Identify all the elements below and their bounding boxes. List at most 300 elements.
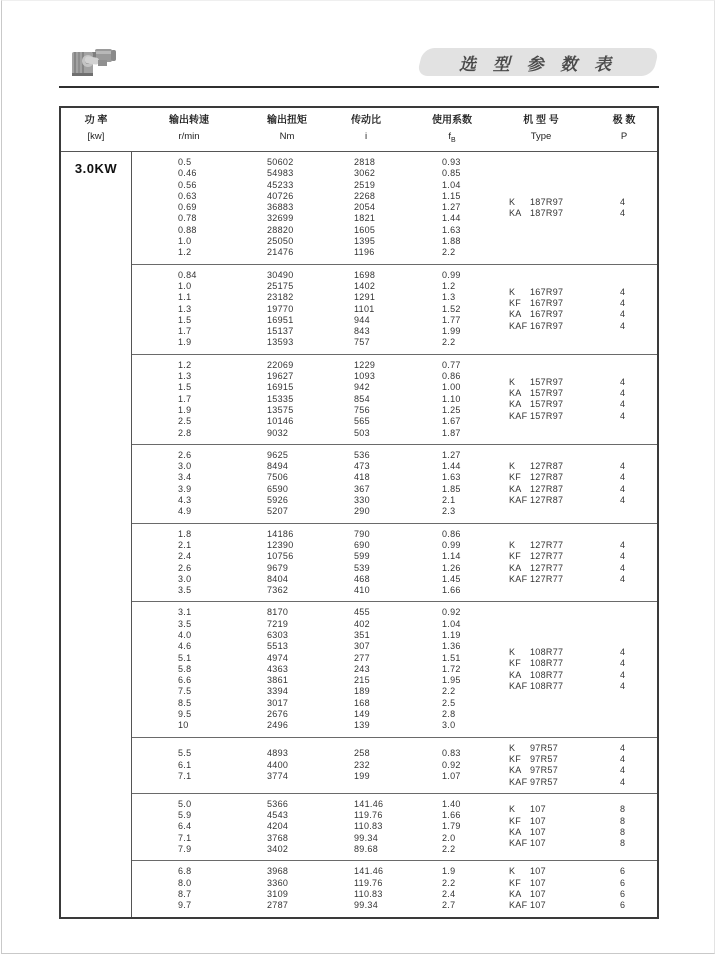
type-prefix: K — [509, 461, 516, 472]
service-factor-value: 1.66 — [442, 585, 461, 596]
service-factor-value: 0.83 — [442, 748, 461, 759]
speed-value: 3.5 — [178, 585, 192, 596]
ratio-value: 110.83 — [354, 888, 383, 899]
speed-value: 1.3 — [178, 303, 192, 314]
type-column — [509, 743, 657, 788]
torque-value: 6303 — [267, 629, 289, 640]
type-row — [509, 287, 657, 298]
poles-value: 4 — [620, 765, 626, 776]
poles-value: 4 — [620, 776, 626, 787]
type-model: 107 — [530, 827, 546, 838]
poles-value: 8 — [620, 804, 626, 815]
service-factor-value: 1.10 — [442, 393, 461, 404]
speed-value: 1.9 — [178, 404, 192, 415]
service-factor-value: 1.52 — [442, 303, 461, 314]
type-column — [509, 540, 657, 585]
poles-value: 6 — [620, 877, 626, 888]
type-prefix: KA — [509, 387, 522, 398]
speed-value: 2.5 — [178, 416, 192, 427]
ratio-value: 1605 — [354, 224, 376, 235]
parameter-block — [132, 264, 657, 354]
type-row — [509, 309, 657, 320]
ratio-value: 790 — [354, 528, 370, 539]
ratio-value: 1291 — [354, 292, 376, 303]
type-prefix: K — [509, 286, 516, 297]
speed-value: 5.9 — [178, 810, 192, 821]
torque-value: 4363 — [267, 663, 289, 674]
service-factor-value: 1.3 — [442, 292, 456, 303]
type-model: 157R97 — [530, 410, 564, 421]
ratio-value: 215 — [354, 675, 370, 686]
service-factor-value: 1.00 — [442, 382, 461, 393]
poles-value: 4 — [620, 207, 626, 218]
ratio-value: 756 — [354, 404, 370, 415]
torque-value: 3394 — [267, 686, 289, 697]
speed-value: 6.1 — [178, 759, 192, 770]
speed-column — [178, 866, 238, 911]
header-ratio: 传动比 i — [351, 115, 381, 142]
speed-column — [178, 157, 238, 259]
table-header — [61, 108, 657, 152]
title-banner — [417, 48, 660, 76]
type-model: 127R87 — [530, 495, 564, 506]
poles-value: 4 — [620, 410, 626, 421]
speed-value: 1.7 — [178, 326, 192, 337]
speed-value: 3.0 — [178, 573, 192, 584]
speed-value: 7.1 — [178, 832, 192, 843]
ratio-value: 168 — [354, 697, 370, 708]
speed-value: 9.5 — [178, 709, 192, 720]
type-prefix: KA — [509, 888, 522, 899]
torque-value: 9625 — [267, 449, 289, 460]
service-factor-value: 0.86 — [442, 371, 461, 382]
parameter-block — [132, 601, 657, 736]
ratio-value: 351 — [354, 629, 370, 640]
type-row — [509, 388, 657, 399]
type-row — [509, 889, 657, 900]
service-factor-value: 1.2 — [442, 280, 456, 291]
type-row — [509, 472, 657, 483]
type-row — [509, 670, 657, 681]
torque-value: 13593 — [267, 337, 294, 348]
torque-value: 10146 — [267, 416, 294, 427]
type-prefix: K — [509, 376, 516, 387]
type-model: 97R57 — [530, 753, 559, 764]
ratio-value: 410 — [354, 585, 370, 596]
type-prefix: KA — [509, 827, 522, 838]
speed-value: 0.5 — [178, 157, 192, 167]
ratio-column — [354, 529, 430, 597]
speed-value: 1.0 — [178, 280, 192, 291]
type-row — [509, 878, 657, 889]
service-factor-value: 1.26 — [442, 562, 461, 573]
type-row — [509, 900, 657, 911]
power-column — [61, 152, 132, 917]
type-model: 107 — [530, 866, 546, 877]
parameter-block — [132, 737, 657, 793]
service-factor-value: 2.3 — [442, 506, 456, 517]
ratio-column — [354, 866, 430, 911]
ratio-value: 455 — [354, 607, 370, 618]
type-model: 157R97 — [530, 376, 564, 387]
ratio-value: 2818 — [354, 157, 376, 167]
type-prefix: KA — [509, 483, 522, 494]
service-factor-value: 0.77 — [442, 359, 461, 370]
speed-value: 9.7 — [178, 900, 192, 911]
ratio-value: 2054 — [354, 202, 376, 213]
speed-value: 3.4 — [178, 472, 192, 483]
type-model: 107 — [530, 900, 546, 911]
speed-value: 8.0 — [178, 877, 192, 888]
ratio-column — [354, 799, 430, 855]
parameter-block — [132, 793, 657, 860]
torque-value: 3109 — [267, 888, 289, 899]
ratio-value: 1698 — [354, 269, 376, 280]
speed-value: 8.7 — [178, 888, 192, 899]
torque-value: 15137 — [267, 326, 294, 337]
type-prefix: KA — [509, 309, 522, 320]
fb-column — [442, 866, 500, 911]
poles-value: 6 — [620, 866, 626, 877]
poles-value: 4 — [620, 472, 626, 483]
type-prefix: KAF — [509, 320, 528, 331]
ratio-value: 539 — [354, 562, 370, 573]
speed-value: 1.8 — [178, 528, 192, 539]
poles-value: 4 — [620, 562, 626, 573]
type-model: 107 — [530, 888, 546, 899]
ratio-column — [354, 607, 430, 731]
type-row — [509, 754, 657, 765]
service-factor-value: 1.36 — [442, 641, 461, 652]
ratio-value: 119.76 — [354, 877, 383, 888]
type-row — [509, 816, 657, 827]
service-factor-value: 2.2 — [442, 844, 456, 855]
type-row — [509, 540, 657, 551]
selection-parameter-table — [59, 106, 659, 919]
poles-value: 4 — [620, 680, 626, 691]
header-power: 功 率 [kw] — [84, 115, 108, 142]
ratio-value: 199 — [354, 770, 370, 781]
type-prefix: KAF — [509, 900, 528, 911]
speed-value: 8.5 — [178, 697, 192, 708]
torque-value: 4893 — [267, 748, 289, 759]
speed-value: 1.5 — [178, 314, 192, 325]
service-factor-value: 1.04 — [442, 179, 461, 190]
torque-value: 50602 — [267, 157, 294, 167]
torque-value: 5366 — [267, 798, 289, 809]
service-factor-value: 0.93 — [442, 157, 461, 167]
service-factor-value: 0.92 — [442, 759, 461, 770]
speed-value: 3.0 — [178, 461, 192, 472]
speed-value: 5.5 — [178, 748, 192, 759]
speed-value: 1.3 — [178, 371, 192, 382]
type-model: 157R97 — [530, 387, 564, 398]
type-row — [509, 827, 657, 838]
fb-column — [442, 270, 500, 349]
torque-value: 30490 — [267, 269, 294, 280]
type-row — [509, 551, 657, 562]
torque-value: 5926 — [267, 495, 289, 506]
torque-value: 6590 — [267, 483, 289, 494]
type-prefix: K — [509, 742, 516, 753]
ratio-value: 854 — [354, 393, 370, 404]
poles-value: 4 — [620, 483, 626, 494]
service-factor-value: 2.0 — [442, 832, 456, 843]
type-row — [509, 208, 657, 219]
parameter-block — [132, 523, 657, 602]
torque-value: 4543 — [267, 810, 289, 821]
speed-value: 1.1 — [178, 292, 192, 303]
torque-value: 16951 — [267, 314, 294, 325]
service-factor-value: 1.85 — [442, 483, 461, 494]
gearmotor-photo — [68, 43, 120, 85]
ratio-value: 119.76 — [354, 810, 383, 821]
torque-column — [267, 450, 342, 518]
service-factor-value: 1.95 — [442, 675, 461, 686]
speed-value: 6.4 — [178, 821, 192, 832]
type-prefix: K — [509, 866, 516, 877]
service-factor-value: 1.45 — [442, 573, 461, 584]
torque-value: 8404 — [267, 573, 289, 584]
poles-value: 8 — [620, 827, 626, 838]
torque-value: 8170 — [267, 607, 289, 618]
torque-value: 9032 — [267, 427, 289, 438]
torque-value: 7219 — [267, 618, 289, 629]
speed-value: 3.1 — [178, 607, 192, 618]
ratio-value: 189 — [354, 686, 370, 697]
torque-value: 5207 — [267, 506, 289, 517]
type-model: 127R77 — [530, 573, 564, 584]
ratio-value: 141.46 — [354, 798, 384, 809]
fb-column — [442, 748, 500, 782]
service-factor-value: 1.15 — [442, 190, 461, 201]
type-row — [509, 321, 657, 332]
ratio-value: 599 — [354, 551, 370, 562]
speed-value: 2.1 — [178, 539, 192, 550]
speed-column — [178, 450, 238, 518]
type-prefix: KF — [509, 877, 522, 888]
parameter-block — [132, 860, 657, 916]
type-column — [509, 197, 657, 220]
service-factor-value: 0.92 — [442, 607, 461, 618]
ratio-value: 1093 — [354, 371, 376, 382]
type-prefix: KAF — [509, 838, 528, 849]
torque-value: 2676 — [267, 709, 289, 720]
type-prefix: KAF — [509, 776, 528, 787]
type-prefix: KF — [509, 753, 522, 764]
ratio-value: 843 — [354, 326, 370, 337]
ratio-value: 503 — [354, 427, 370, 438]
torque-value: 22069 — [267, 359, 294, 370]
header-type: 机 型 号 Type — [523, 115, 559, 142]
type-model: 107 — [530, 877, 546, 888]
torque-column — [267, 748, 342, 782]
speed-value: 4.0 — [178, 629, 192, 640]
type-model: 127R87 — [530, 483, 564, 494]
fb-column — [442, 157, 500, 259]
ratio-value: 1196 — [354, 247, 375, 258]
ratio-value: 1821 — [354, 213, 376, 224]
torque-value: 3402 — [267, 844, 289, 855]
poles-value: 4 — [620, 297, 626, 308]
type-row — [509, 461, 657, 472]
service-factor-value: 1.9 — [442, 866, 456, 877]
speed-value: 0.88 — [178, 224, 197, 235]
torque-value: 3968 — [267, 866, 289, 877]
ratio-value: 258 — [354, 748, 370, 759]
service-factor-value: 0.99 — [442, 269, 461, 280]
type-row — [509, 658, 657, 669]
torque-value: 7506 — [267, 472, 289, 483]
service-factor-value: 2.4 — [442, 888, 456, 899]
type-row — [509, 804, 657, 815]
type-prefix: KF — [509, 472, 522, 483]
type-prefix: K — [509, 539, 516, 550]
service-factor-value: 2.2 — [442, 337, 456, 348]
fb-column — [442, 360, 500, 439]
type-row — [509, 743, 657, 754]
speed-value: 0.69 — [178, 202, 197, 213]
poles-value: 4 — [620, 658, 626, 669]
type-row — [509, 411, 657, 422]
ratio-value: 1101 — [354, 303, 375, 314]
header-torque: 输出扭矩 Nm — [267, 115, 307, 142]
speed-value: 6.8 — [178, 866, 192, 877]
service-factor-value: 1.27 — [442, 202, 461, 213]
torque-value: 45233 — [267, 179, 294, 190]
service-factor-value: 1.99 — [442, 326, 461, 337]
ratio-column — [354, 450, 430, 518]
poles-value: 8 — [620, 838, 626, 849]
type-model: 108R77 — [530, 680, 564, 691]
speed-value: 2.6 — [178, 562, 192, 573]
ratio-value: 232 — [354, 759, 370, 770]
speed-value: 5.8 — [178, 663, 192, 674]
header-service-factor: 使用系数 $f_B$ — [432, 115, 472, 144]
type-row — [509, 647, 657, 658]
torque-value: 54983 — [267, 168, 294, 179]
service-factor-value: 1.25 — [442, 404, 461, 415]
type-column — [509, 461, 657, 506]
fb-column — [442, 529, 500, 597]
torque-value: 4974 — [267, 652, 289, 663]
poles-value: 4 — [620, 669, 626, 680]
speed-value: 1.9 — [178, 337, 192, 348]
type-prefix: KAF — [509, 495, 528, 506]
type-row — [509, 866, 657, 877]
poles-value: 4 — [620, 387, 626, 398]
torque-value: 25175 — [267, 280, 294, 291]
type-model: 127R87 — [530, 461, 564, 472]
poles-value: 4 — [620, 742, 626, 753]
service-factor-value: 0.85 — [442, 168, 461, 179]
type-row — [509, 484, 657, 495]
poles-value: 4 — [620, 286, 626, 297]
ratio-value: 2519 — [354, 179, 376, 190]
poles-value: 4 — [620, 399, 626, 410]
type-prefix: KA — [509, 562, 522, 573]
service-factor-value: 3.0 — [442, 720, 456, 731]
type-model: 107 — [530, 804, 546, 815]
poles-value: 4 — [620, 753, 626, 764]
speed-column — [178, 799, 238, 855]
type-row — [509, 765, 657, 776]
type-row — [509, 563, 657, 574]
speed-value: 5.1 — [178, 652, 192, 663]
speed-value: 3.5 — [178, 618, 192, 629]
fb-column — [442, 450, 500, 518]
parameter-block — [132, 354, 657, 444]
ratio-value: 1402 — [354, 280, 376, 291]
torque-value: 3017 — [267, 697, 289, 708]
speed-value: 4.3 — [178, 495, 192, 506]
torque-value: 23182 — [267, 292, 294, 303]
torque-value: 21476 — [267, 247, 294, 258]
ratio-value: 243 — [354, 663, 370, 674]
poles-value: 4 — [620, 539, 626, 550]
poles-value: 4 — [620, 646, 626, 657]
service-factor-value: 2.5 — [442, 697, 456, 708]
speed-value: 0.84 — [178, 269, 197, 280]
power-value: 3.0KW — [74, 161, 118, 176]
ratio-value: 418 — [354, 472, 370, 483]
type-prefix: KF — [509, 658, 522, 669]
speed-value: 4.9 — [178, 506, 192, 517]
speed-column — [178, 748, 238, 782]
speed-value: 10 — [178, 720, 189, 731]
speed-column — [178, 529, 238, 597]
torque-column — [267, 157, 342, 259]
service-factor-value: 1.63 — [442, 224, 461, 235]
torque-value: 10756 — [267, 551, 294, 562]
speed-value: 2.8 — [178, 427, 192, 438]
type-prefix: K — [509, 196, 516, 207]
type-row — [509, 681, 657, 692]
ratio-column — [354, 157, 430, 259]
torque-value: 36883 — [267, 202, 294, 213]
type-column — [509, 866, 657, 911]
ratio-column — [354, 270, 430, 349]
poles-value: 4 — [620, 551, 626, 562]
torque-value: 2496 — [267, 720, 289, 731]
torque-value: 19627 — [267, 371, 294, 382]
type-model: 107 — [530, 815, 546, 826]
torque-column — [267, 270, 342, 349]
speed-value: 0.78 — [178, 213, 197, 224]
type-row — [509, 838, 657, 849]
torque-value: 4204 — [267, 821, 289, 832]
torque-value: 3768 — [267, 832, 289, 843]
fb-column — [442, 607, 500, 731]
ratio-value: 110.83 — [354, 821, 383, 832]
speed-value: 1.2 — [178, 359, 192, 370]
type-model: 167R97 — [530, 297, 564, 308]
type-row — [509, 298, 657, 309]
ratio-value: 290 — [354, 506, 370, 517]
speed-value: 4.6 — [178, 641, 192, 652]
ratio-value: 468 — [354, 573, 370, 584]
speed-value: 3.9 — [178, 483, 192, 494]
torque-value: 16915 — [267, 382, 294, 393]
ratio-value: 99.34 — [354, 832, 379, 843]
speed-value: 7.1 — [178, 770, 192, 781]
ratio-value: 690 — [354, 539, 370, 550]
speed-value: 5.0 — [178, 798, 192, 809]
speed-value: 7.5 — [178, 686, 192, 697]
torque-value: 19770 — [267, 303, 294, 314]
ratio-column — [354, 360, 430, 439]
table-blocks — [132, 152, 657, 917]
